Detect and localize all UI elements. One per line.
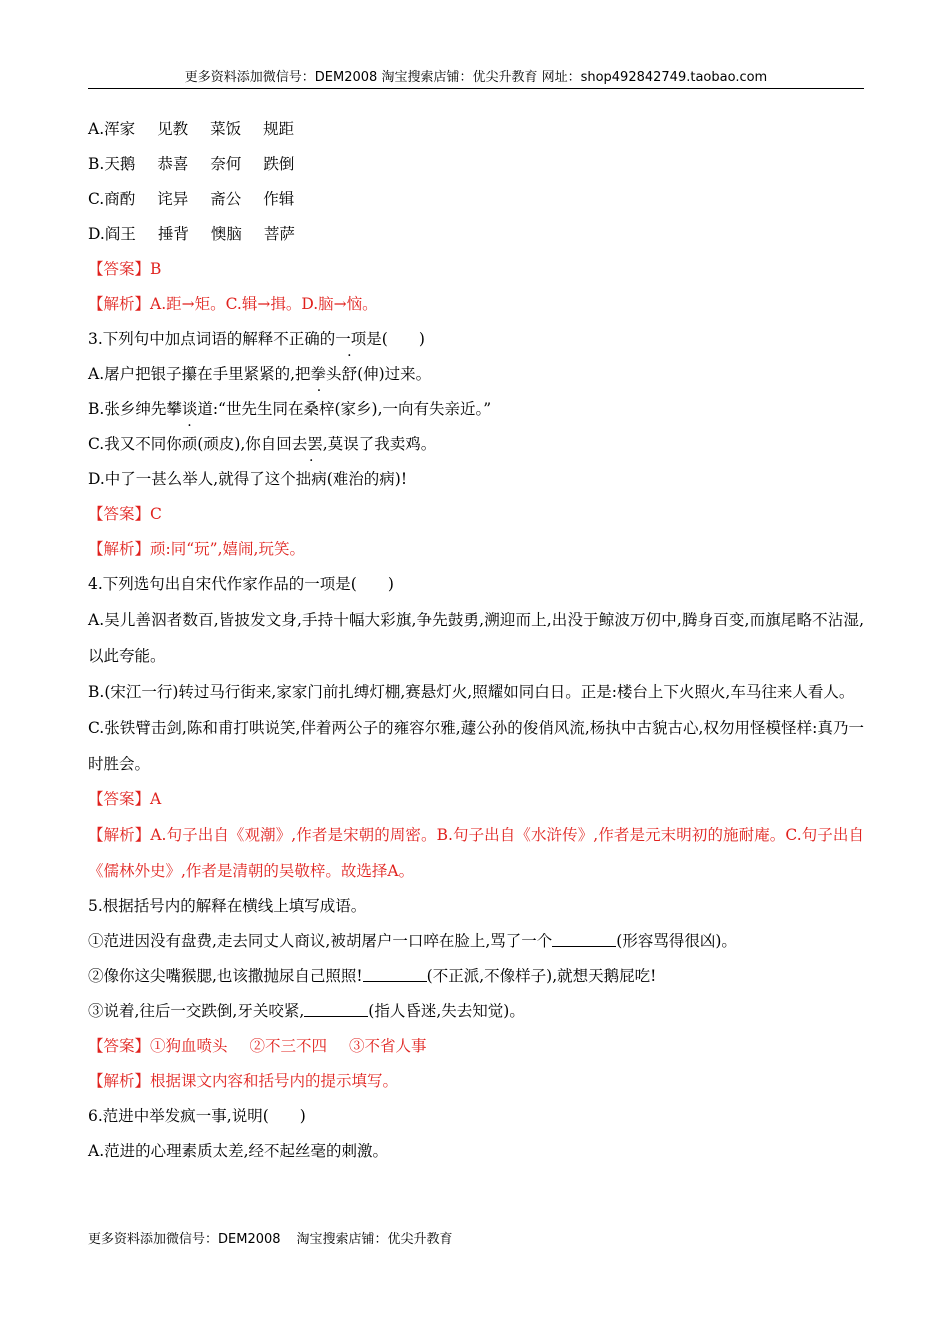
dotted-word: 拙病 <box>295 470 327 488</box>
q2-option-b: B.天鹅 恭喜 奈何 跌倒 <box>88 155 295 173</box>
q5-stem: 5.根据括号内的解释在横线上填写成语。 <box>88 897 367 915</box>
q5-item-1: ①范进因没有盘费,走去同丈人商议,被胡屠户一口啐在脸上,骂了一个 (形容骂得很凶)。 <box>88 932 737 950</box>
dotted-word: 舒 <box>341 365 358 383</box>
header-divider <box>88 88 864 89</box>
fill-blank <box>552 932 616 947</box>
page-content <box>88 112 864 1169</box>
q5-item-3: ③说着,往后一交跌倒,牙关咬紧, (指人昏迷,失去知觉)。 <box>88 1002 525 1020</box>
q4-analysis: 【解析】A.句子出自《观潮》,作者是宋朝的周密。B.句子出自《水浒传》,作者是元末明初的施耐庵。C.句子出自《儒林外史》,作者是清朝的吴敬梓。故选择A。 <box>88 826 864 880</box>
page-header: 更多资料添加微信号：DEM2008 淘宝搜索店铺：优尖升教育 网址：shop492842749.taobao.com <box>184 70 768 85</box>
q3-option-b: B.张乡绅先攀谈道:“世先生同在桑梓(家乡),一向有失亲近。” <box>88 400 492 418</box>
dotted-word: 顽 <box>181 435 198 453</box>
q2-answer: 【答案】B <box>88 260 162 278</box>
q2-option-d: D.阎王 捶背 懊脑 菩萨 <box>88 225 295 243</box>
dotted-word: 桑梓 <box>303 400 335 418</box>
q4-option-a: A.吴儿善泅者数百,皆披发文身,手持十幅大彩旗,争先鼓勇,溯迎而上,出没于鲸波万仞中,腾身百变,而旗尾略不沾湿,以此夸能。 <box>88 611 864 665</box>
q3-answer: 【答案】C <box>88 505 162 523</box>
page-footer: 更多资料添加微信号：DEM2008 淘宝搜索店铺：优尖升教育 <box>88 1232 453 1247</box>
fill-blank <box>304 1002 368 1017</box>
q4-answer: 【答案】A <box>88 790 162 808</box>
q3-option-d: D.中了一甚么举人,就得了这个拙病(难治的病)! <box>88 470 408 488</box>
q2-option-c: C.商酌 诧异 斋公 作辑 <box>88 190 295 208</box>
fill-blank <box>363 967 427 982</box>
q3-analysis: 【解析】顽:同“玩”,嬉闹,玩笑。 <box>88 540 305 558</box>
q3-option-c: C.我又不同你顽(顽皮),你自回去罢,莫误了我卖鸡。 <box>88 435 437 453</box>
q3-stem: 3.下列句中加点词语的解释不正确的一项是( ) <box>88 330 425 348</box>
q2-analysis: 【解析】A.距→矩。C.辑→揖。D.脑→恼。 <box>88 295 378 313</box>
q4-option-c: C.张铁臂击剑,陈和甫打哄说笑,伴着两公子的雍容尔雅,蘧公孙的俊俏风流,杨执中古貌古心,权勿用怪模怪样:真乃一时胜会。 <box>88 719 864 773</box>
q2-option-a: A.浑家 见教 菜饭 规距 <box>88 120 295 138</box>
q6-option-a: A.范进的心理素质太差,经不起丝毫的刺激。 <box>88 1142 389 1160</box>
q5-analysis: 【解析】根据课文内容和括号内的提示填写。 <box>88 1072 399 1090</box>
q4-stem: 4.下列选句出自宋代作家作品的一项是( ) <box>88 575 394 593</box>
q5-answer: 【答案】①狗血喷头 ②不三不四 ③不省人事 <box>88 1037 427 1055</box>
q5-item-2: ②像你这尖嘴猴腮,也该撒抛尿自己照照! (不正派,不像样子),就想天鹅屁吃! <box>88 967 657 985</box>
q6-stem: 6.范进中举发疯一事,说明( ) <box>88 1107 306 1125</box>
q3-option-a: A.屠户把银子攥在手里紧紧的,把拳头舒(伸)过来。 <box>88 365 432 383</box>
q4-option-b: B.(宋江一行)转过马行街来,家家门前扎缚灯棚,赛悬灯火,照耀如同白日。正是:楼台上下火照火,车马往来人看人。 <box>88 683 855 701</box>
